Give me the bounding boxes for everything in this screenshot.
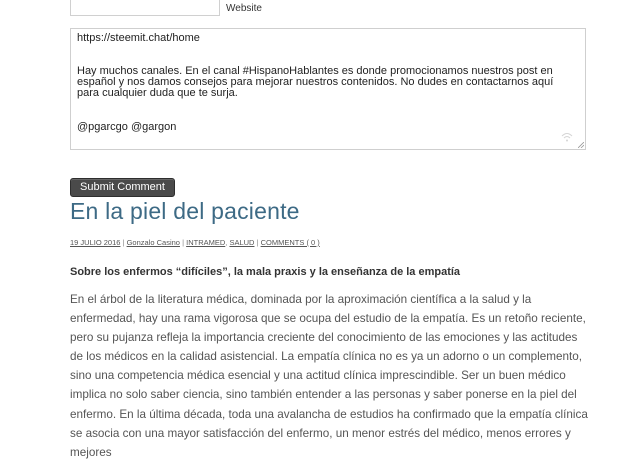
comment-textarea[interactable]	[70, 28, 586, 150]
post-subtitle: Sobre los enfermos “difíciles”, la mala praxis y la enseñanza de la empatía	[70, 266, 461, 278]
author-link[interactable]: Gonzalo Casino	[126, 238, 180, 247]
comment-line: https://steemit.chat/home	[77, 32, 200, 44]
comment-line: Hay muchos canales. En el canal #HispanoHablantes es donde promocionamos nuestros post en	[77, 65, 553, 77]
resize-handle-icon[interactable]	[578, 142, 584, 148]
wifi-icon	[561, 131, 573, 143]
category-link-intramed[interactable]: INTRAMED	[186, 238, 226, 247]
post-meta: 19 JULIO 2016 | Gonzalo Casino | INTRAMED, SALUD | COMMENTS ( 0 )	[70, 238, 320, 247]
comments-link[interactable]: COMMENTS ( 0 )	[260, 238, 320, 247]
website-input[interactable]	[70, 0, 220, 16]
comment-line: para cualquier duda que te surja.	[77, 87, 238, 99]
post-date-link[interactable]: 19 JULIO 2016	[70, 238, 121, 247]
category-link-salud[interactable]: SALUD	[229, 238, 255, 247]
submit-comment-button[interactable]: Submit Comment	[70, 178, 175, 197]
post-body: En el árbol de la literatura médica, dominada por la aproximación científica a la salud y la enfermedad, hay una rama vigorosa que se ocupa del estudio de la empatía. Es un retoño reciente, pero su pujanza refleja la importancia creciente del conocimiento de las emociones y las actitudes de los médicos en la calidad asistencial. La empatía clínica no es ya un adorno o un complemento, sino una competencia médica esencial y una actitud clínica imprescindible. Ser un buen médico implica no solo saber ciencia, sino también entender a las personas y saber ponerse en la piel del enfermo. En la última década, toda una avalancha de estudios ha confirmado que la empatía clínica se asocia con una mayor satisfacción del enfermo, un menor estrés del médico, menos errores y mejores	[70, 293, 588, 459]
website-label: Website	[226, 3, 262, 14]
comment-line: @pgarcgo @gargon	[77, 121, 177, 133]
post-title[interactable]: En la piel del paciente	[70, 198, 300, 224]
comment-line: español y nos damos consejos para mejorar nuestros contenidos. No dudes en contactarnos aquí	[77, 76, 554, 88]
